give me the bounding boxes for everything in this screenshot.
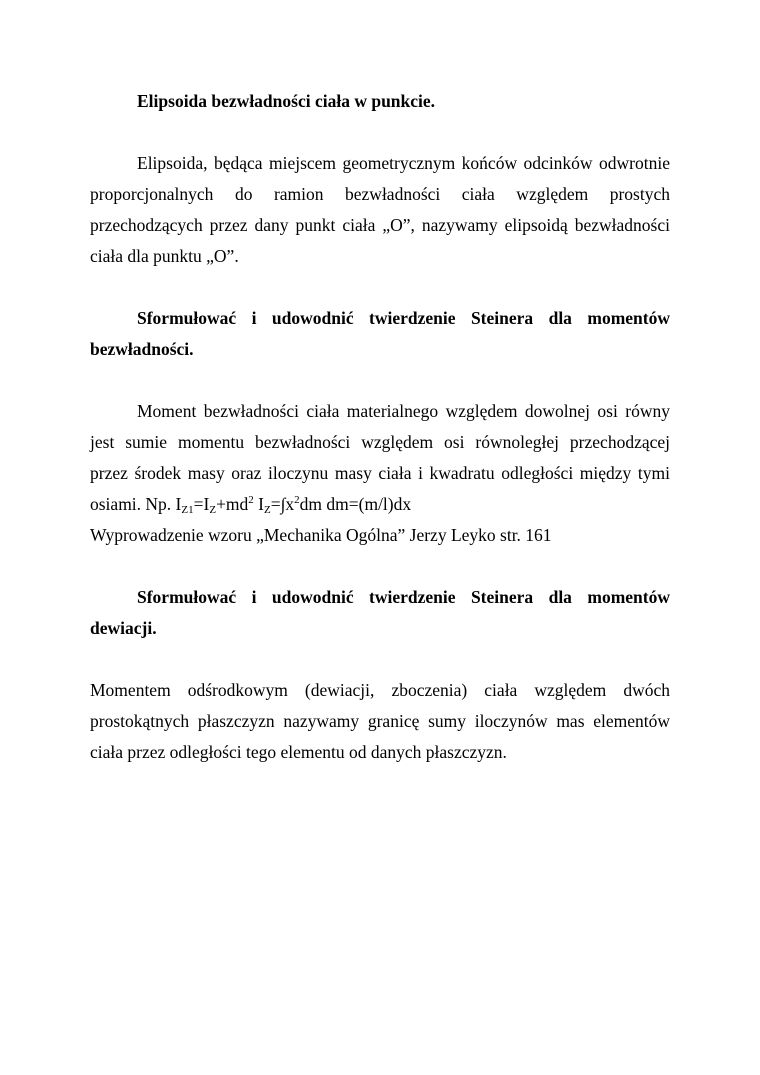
formula-sub-z-2: Z — [264, 504, 271, 516]
section2-heading — [90, 303, 670, 365]
section3-heading-line-1: Sformułować i udowodnić twierdzenie Steinera dla momentów — [137, 587, 670, 607]
section3-paragraph — [90, 675, 670, 768]
section1-heading-text: Elipsoida bezwładności ciała w punkcie. — [137, 91, 436, 111]
formula-prefix: osiami. Np. I — [90, 494, 182, 514]
section3-heading — [90, 582, 670, 644]
formula-eq2: =∫x — [270, 494, 295, 514]
section3-line-2: prostokątnych płaszczyzn nazywamy granicę sumy iloczynów mas elementów — [90, 711, 670, 731]
formula-sup-2b: 2 — [294, 494, 300, 506]
section1-line-1: Elipsoida, będąca miejscem geometrycznym końców odcinków odwrotnie — [137, 153, 670, 173]
formula-suffix: dm dm=(m/l)dx — [299, 494, 412, 514]
section1-line-4: ciała dla punktu „O”. — [90, 246, 239, 266]
section2-formula-line — [90, 489, 670, 520]
section2-heading-line-1: Sformułować i udowodnić twierdzenie Steinera dla momentów — [137, 308, 670, 328]
formula-space-i: I — [253, 494, 264, 514]
section1-paragraph — [90, 148, 670, 272]
section2-line-3: przez środek masy oraz iloczynu masy ciała i kwadratu odległości między tymi — [90, 463, 670, 483]
formula-sub-z: Z — [209, 504, 217, 516]
formula-eq1: =I — [193, 494, 210, 514]
section3-heading-line-2: dewiacji. — [90, 618, 157, 638]
section1-heading — [90, 86, 670, 117]
formula-plus: +md — [216, 494, 249, 514]
section2-line-2: jest sumie momentu bezwładności względem osi równoległej przechodzącej — [90, 432, 670, 452]
formula-sub-z1: Z1 — [181, 504, 194, 516]
section2-line-1: Moment bezwładności ciała materialnego względem dowolnej osi równy — [137, 401, 670, 421]
section3-line-3: ciała przez odległości tego elementu od danych płaszczyzn. — [90, 742, 507, 762]
section1-line-3: przechodzących przez dany punkt ciała „O”, nazywamy elipsoidą bezwładności — [90, 215, 670, 235]
section1-line-2: proporcjonalnych do ramion bezwładności ciała względem prostych — [90, 184, 670, 204]
section2-paragraph — [90, 396, 670, 551]
section2-reference: Wyprowadzenie wzoru „Mechanika Ogólna” Jerzy Leyko str. 161 — [90, 525, 552, 545]
formula-sup-2: 2 — [248, 494, 254, 506]
section3-line-1: Momentem odśrodkowym (dewiacji, zboczenia) ciała względem dwóch — [90, 680, 670, 700]
section2-heading-line-2: bezwładności. — [90, 339, 194, 359]
